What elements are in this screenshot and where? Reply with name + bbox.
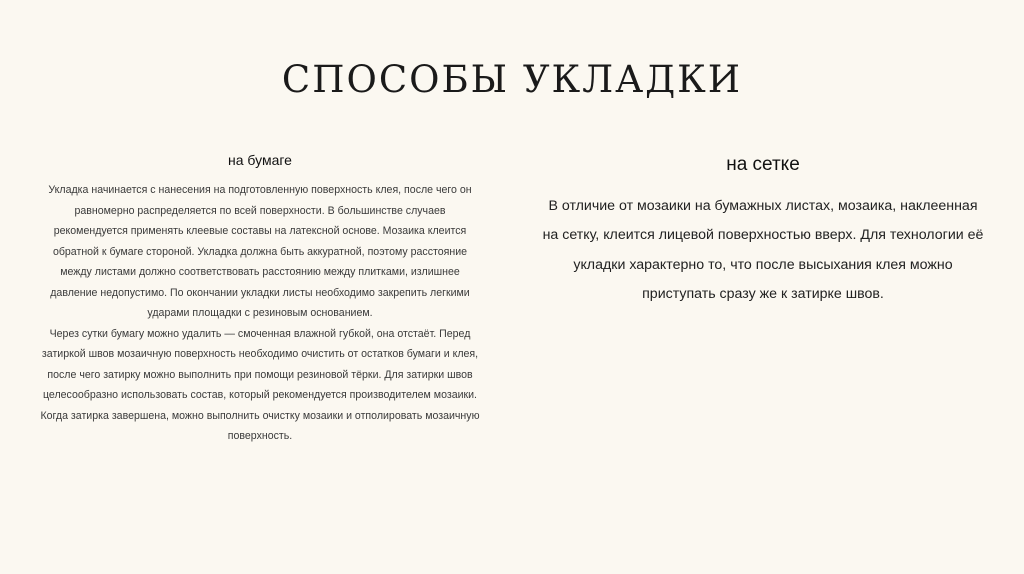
paper-method-heading: на бумаге: [228, 152, 292, 168]
paper-method-column: [40, 150, 480, 447]
mesh-method-column: [540, 152, 986, 309]
slide-title: СПОСОБЫ УКЛАДКИ: [281, 58, 743, 101]
paper-method-paragraph-1: Укладка начинается с нанесения на подготовленную поверхность клея, после чего он равномерно распределяется по всей поверхности. В большинстве случаев рекомендуется применять клеевые составы на латексной основе. Мозаика клеится обратной к бумаге стороной. Укладка должна быть аккуратной, поэтому расстояние между листами должно соответствовать расстоянию между плитками, излишнее давление недопустимо. По окончании укладки листы необходимо закрепить легкими ударами площадки с резиновым основанием.: [48, 184, 472, 319]
mesh-method-paragraph: В отличие от мозаики на бумажных листах, мозаика, наклеенная на сетку, клеится лицевой поверхностью вверх. Для технологии её укладки характерно то, что после высыхания клея можно приступать сразу же к затирке швов.: [542, 198, 984, 302]
mesh-method-heading: на сетке: [726, 154, 800, 175]
paper-method-paragraph-2: Через сутки бумагу можно удалить — смоченная влажной губкой, она отстаёт. Перед затиркой швов мозаичную поверхность необходимо очистить от остатков бумаги и клея, после чего затирку можно выполнить при помощи резиновой тёрки. Для затирки швов целесообразно использовать состав, который рекомендуется производителем мозаики. Когда затирка завершена, можно выполнить очистку мозаики и отполировать мозаичную поверхность.: [40, 327, 480, 442]
